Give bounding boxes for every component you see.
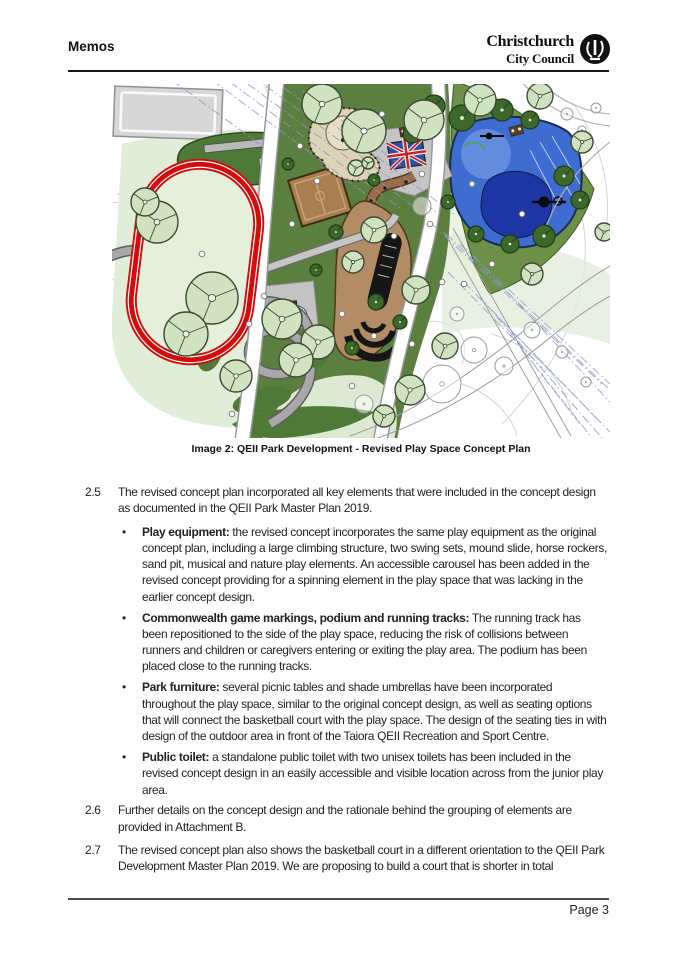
council-logo: [486, 33, 611, 65]
bullet-lead: Commonwealth game markings, podium and running tracks:: [142, 610, 470, 625]
bullet-glyph: •: [122, 680, 126, 695]
bullet-rest: several picnic tables and shade umbrellas have been incorporated throughout the play space, similar to the original concept design, as well as seating options that will connect the basketball court with the play space. The design of the seating ties in with design of the outdoor area in front of the Taiora QEII Recreation and Sport Centre.: [142, 680, 607, 744]
bullet-rest: The running track has been repositioned to the side of the play space, reducing the risk of collisions between runners and children or caregivers entering or exiting the play area. The podium has been placed close to the running tracks.: [142, 610, 587, 674]
bullet-game-markings: [118, 610, 607, 675]
bullet-glyph: •: [122, 610, 126, 625]
bullet-text: [142, 749, 607, 798]
bullet-rest: the revised concept incorporates the same play equipment as the original concept plan, including a large climbing structure, two swing sets, mound slide, horse rockers, sand pit, musical and nature play elements. An accessible carousel has been added in the revised concept providing for a spinning element in the play space that was lacking in the earlier concept design.: [142, 524, 607, 604]
paragraph-text: Further details on the concept design and the rationale behind the grouping of elements are provided in Attachment B.: [118, 803, 572, 834]
bullet-text: [142, 524, 607, 605]
bullet-park-furniture: [118, 679, 607, 744]
paragraph-2-5: [68, 484, 607, 517]
paragraph-2-6: [68, 802, 607, 835]
bullet-lead: Play equipment:: [142, 524, 230, 539]
bullet-glyph: •: [122, 749, 126, 764]
concept-plan-image: [112, 84, 610, 438]
bullet-text: [142, 679, 607, 744]
paragraph-number: 2.6: [85, 803, 101, 818]
page-number: Page 3: [569, 903, 609, 917]
paragraph-2-7: [68, 842, 607, 875]
logo-line2: City Council: [505, 50, 574, 66]
page-title: Memos: [68, 39, 115, 54]
bullet-lead: Park furniture:: [142, 680, 220, 695]
paragraph-text: The revised concept plan also shows the basketball court in a different orientation to the QEII Park Development Master Plan 2019. We are proposing to build a court that is shorter in total: [118, 842, 605, 874]
bullet-play-equipment: [118, 524, 607, 605]
footer-rule: [68, 898, 609, 900]
header-rule: [68, 70, 609, 72]
court-rectangle: [113, 86, 223, 140]
council-crest-icon: [579, 33, 611, 65]
figure-caption: Image 2: QEII Park Development - Revised Play Space Concept Plan: [191, 443, 531, 455]
bullet-text: [142, 610, 607, 675]
bullet-public-toilet: [118, 749, 607, 798]
bullet-lead: Public toilet:: [142, 749, 210, 764]
paragraph-number: 2.5: [85, 485, 101, 499]
logo-line1: Christchurch: [486, 32, 574, 50]
bullet-rest: a standalone public toilet with two unisex toilets has been included in the revised concept design in an easily accessible and visible location across from the junior play area.: [142, 749, 604, 797]
memo-body: [68, 484, 607, 882]
bullet-glyph: •: [122, 524, 126, 539]
paragraph-text: The revised concept plan incorporated all key elements that were included in the concept design as documented in the QEII Park Master Plan 2019.: [118, 485, 596, 516]
paragraph-number: 2.7: [85, 842, 101, 857]
